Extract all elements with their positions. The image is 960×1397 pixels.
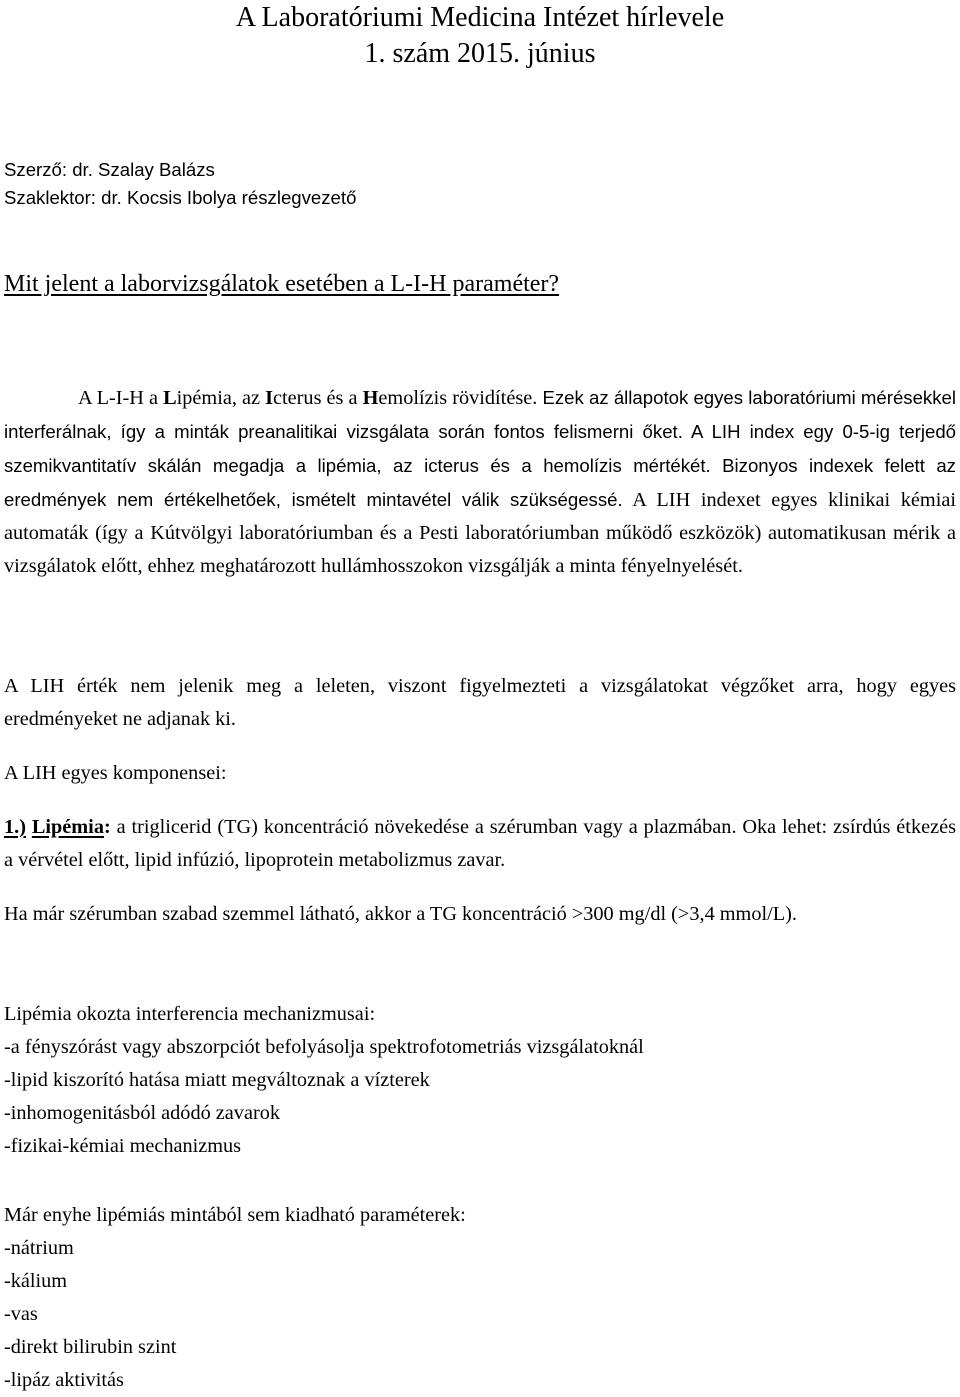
list-item: -lipáz aktivitás	[4, 1369, 124, 1391]
intro-sentence-3: A LIH index egy 0-5-ig terjedő szemikvantitatív skálán megadja a lipémia, az icterus és a hemolízis mértékét.	[4, 421, 956, 476]
mechanisms-section	[4, 998, 956, 1163]
title-line-2: 1. szám 2015. június	[364, 38, 596, 69]
lipemia-colon: :	[103, 816, 111, 838]
list-item: -a fényszórást vagy abszorpciót befolyásolja spektrofotometriás vizsgálatoknál	[4, 1036, 644, 1058]
intro-letter-h: H	[362, 387, 379, 409]
reviewer-line: Szaklektor: dr. Kocsis Ibolya részlegvezető	[4, 187, 357, 208]
article-heading: Mit jelent a laborvizsgálatok esetében a L-I-H paraméter?	[4, 271, 560, 297]
title-line-1: A Laboratóriumi Medicina Intézet hírlevele	[235, 2, 725, 33]
mechanisms-header: Lipémia okozta interferencia mechanizmusai:	[4, 1003, 376, 1025]
newsletter-title	[4, 0, 956, 72]
intro-sentence-2: Ezek az állapotok egyes laboratóriumi mérésekkel interferálnak, így a minták preanalitikai vizsgálata során fontos felismerni őket.	[4, 387, 956, 442]
intro-s1-pre: A L-I-H a	[78, 387, 164, 409]
parameters-header: Már enyhe lipémiás mintából sem kiadható paraméterek:	[4, 1204, 466, 1226]
list-item: -fizikai-kémiai mechanizmus	[4, 1135, 242, 1157]
visible-lipemia-paragraph: Ha már szérumban szabad szemmel látható, akkor a TG koncentráció >300 mg/dl (>3,4 mmol/L).	[4, 903, 797, 925]
intro-s1-mid1: ipémia, az	[176, 387, 266, 409]
document-page	[4, 0, 956, 1391]
intro-paragraph	[4, 381, 956, 583]
author-line: Szerző: dr. Szalay Balázs	[4, 159, 215, 180]
list-item: -nátrium	[4, 1237, 74, 1259]
intro-s1-end: emolízis rövidítése.	[378, 387, 538, 409]
lipemia-definition: a triglicerid (TG) koncentráció növekedése a szérumban vagy a plazmában. Oka lehet: zsírdús étkezés a vérvétel előtt, lipid infúzió, lipoprotein metabolizmus zavar.	[4, 816, 956, 871]
lipemia-term: Lipémia	[31, 816, 104, 838]
parameters-section	[4, 1199, 956, 1397]
lipemia-paragraph	[4, 811, 956, 877]
list-item: -inhomogenitásból adódó zavarok	[4, 1102, 280, 1124]
intro-s1-mid2: cterus és a	[273, 387, 363, 409]
list-item: -direkt bilirubin szint	[4, 1336, 177, 1358]
lipemia-number: 1.)	[4, 816, 26, 838]
list-item: -lipid kiszorító hatása miatt megváltoznak a vízterek	[4, 1069, 430, 1091]
components-paragraph: A LIH egyes komponensei:	[4, 762, 227, 784]
intro-sentence-4: Bizonyos indexek felett az eredmények nem értékelhetőek, ismételt mintavétel válik szükségessé.	[4, 455, 956, 510]
intro-letter-l: L	[163, 387, 177, 409]
intro-sentence-5: A LIH indexet egyes klinikai kémiai automaták (így a Kútvölgyi laboratóriumban és a Pesti laboratóriumban működő eszközök) automatikusan mérik a vizsgálatok előtt, ehhez meghatározott hullámhosszokon vizsgálják a minta fényelnyelését.	[4, 489, 956, 577]
lih-value-paragraph: A LIH érték nem jelenik meg a leleten, viszont figyelmezteti a vizsgálatokat végzőket arra, hogy egyes eredményeket ne adjanak ki.	[4, 675, 956, 730]
intro-letter-i: I	[265, 387, 274, 409]
list-item: -vas	[4, 1303, 38, 1325]
list-item: -kálium	[4, 1270, 68, 1292]
author-block	[4, 156, 356, 212]
